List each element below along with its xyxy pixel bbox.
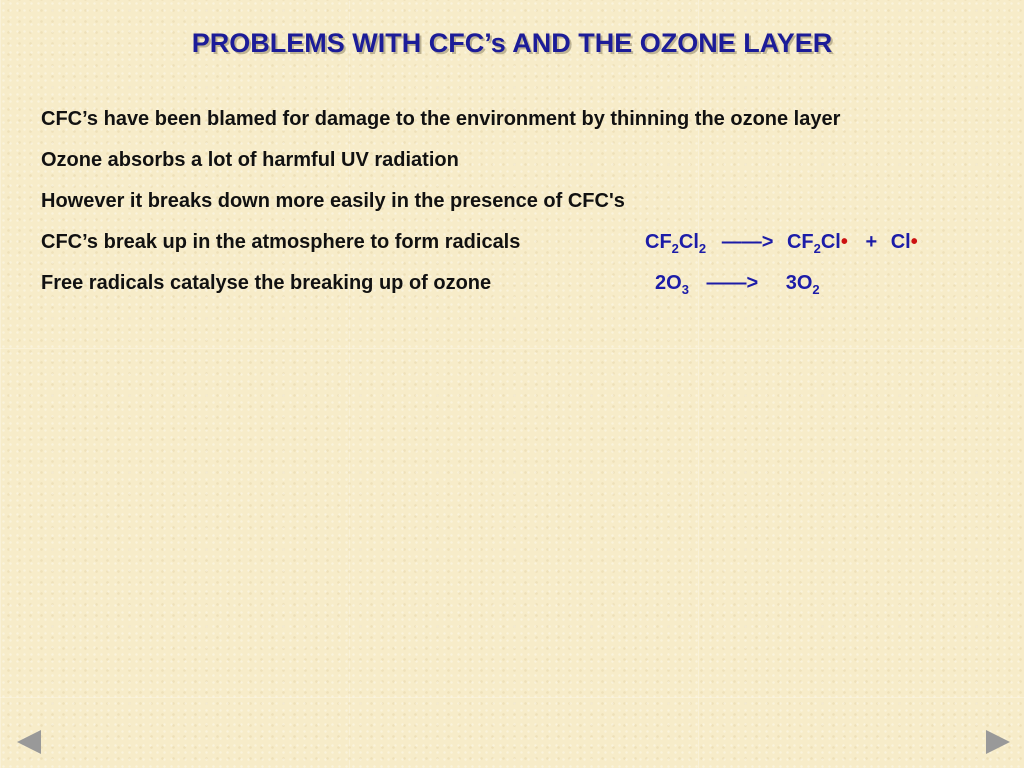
product-oxygen: $3O_2$: [785, 272, 820, 297]
reactant-formula: $CF_2Cl_2$: [645, 231, 707, 256]
slide-title: PROBLEMS WITH CFC’s AND THE OZONE LAYER: [191, 28, 833, 58]
radical-dot: •: [840, 231, 848, 253]
product-radical-1: $CF_2Cl•$: [786, 231, 848, 256]
previous-slide-icon[interactable]: [17, 730, 41, 754]
text-line-1: CFC’s have been blamed for damage to the environment by thinning the ozone layer: [41, 108, 841, 130]
equation-ozone-breakdown: [655, 272, 820, 295]
text-line-4: CFC’s break up in the atmosphere to form radicals: [41, 231, 521, 253]
equation-cfc-breakdown: [645, 231, 918, 254]
next-slide-icon[interactable]: [986, 730, 1010, 754]
reaction-arrow: ——>: [721, 231, 774, 253]
reactant-ozone: $2O_3$: [655, 272, 689, 297]
text-line-2: Ozone absorbs a lot of harmful UV radiation: [41, 149, 459, 171]
product-radical-2: Cl•: [890, 231, 918, 253]
radical-dot: •: [910, 231, 918, 253]
text-line-3: However it breaks down more easily in the presence of CFC's: [41, 190, 625, 212]
text-line-5: Free radicals catalyse the breaking up of ozone: [41, 272, 492, 294]
reaction-arrow: ——>: [706, 272, 759, 294]
plus-sign: +: [865, 231, 878, 253]
